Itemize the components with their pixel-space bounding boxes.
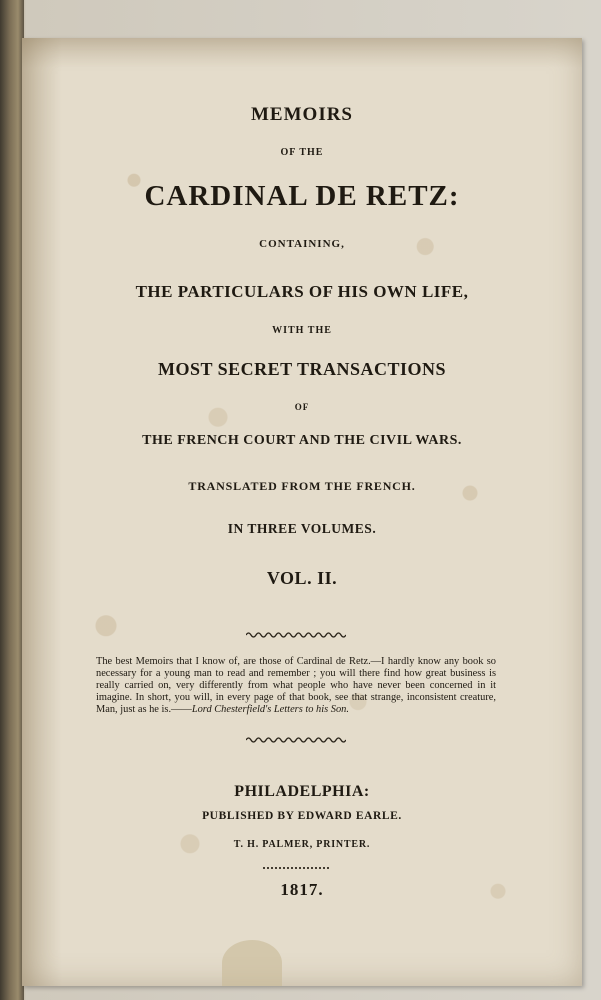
wavy-rule-top	[246, 631, 346, 639]
volume-number: VOL. II.	[266, 568, 338, 588]
epigraph-attribution: Lord Chesterfield's Letters to his Son.	[191, 704, 349, 715]
book-spine	[0, 0, 24, 1000]
imprint-city: PHILADELPHIA:	[234, 783, 370, 800]
containing-line: CONTAINING,	[259, 238, 345, 250]
dotted-rule	[262, 866, 330, 870]
volumes-line: IN THREE VOLUMES.	[227, 521, 377, 536]
secret-transactions-line: MOST SECRET TRANSACTIONS	[157, 359, 447, 379]
of-the-line: OF THE	[280, 147, 324, 158]
translated-line: TRANSLATED FROM THE FRENCH.	[188, 479, 416, 493]
imprint-publisher: PUBLISHED BY EDWARD EARLE.	[202, 810, 402, 822]
imprint-year: 1817.	[280, 880, 324, 899]
epigraph-text: The best Memoirs that I know of, are those of Cardinal de Retz.—I hardly know any book so necessary for a young man to read and remember ; you will there find how great business is really carried on, very differently from what people who have never been concerned in it imagine. In short, you will, in every page of that book, see that strange, inconsistent creature, Man, just as he is.——	[96, 656, 496, 715]
epigraph	[96, 656, 496, 716]
cardinal-heading: CARDINAL DE RETZ:	[144, 180, 460, 212]
particulars-line: THE PARTICULARS OF HIS OWN LIFE,	[135, 282, 469, 301]
memoirs-heading: MEMOIRS	[251, 104, 353, 125]
of-line: OF	[294, 402, 310, 412]
imprint-printer: T. H. PALMER, PRINTER.	[233, 839, 371, 850]
french-court-line: THE FRENCH COURT AND THE CIVIL WARS.	[142, 433, 462, 448]
with-the-line: WITH THE	[272, 325, 332, 336]
page-stain	[222, 940, 282, 986]
wavy-rule-bottom	[246, 736, 346, 744]
